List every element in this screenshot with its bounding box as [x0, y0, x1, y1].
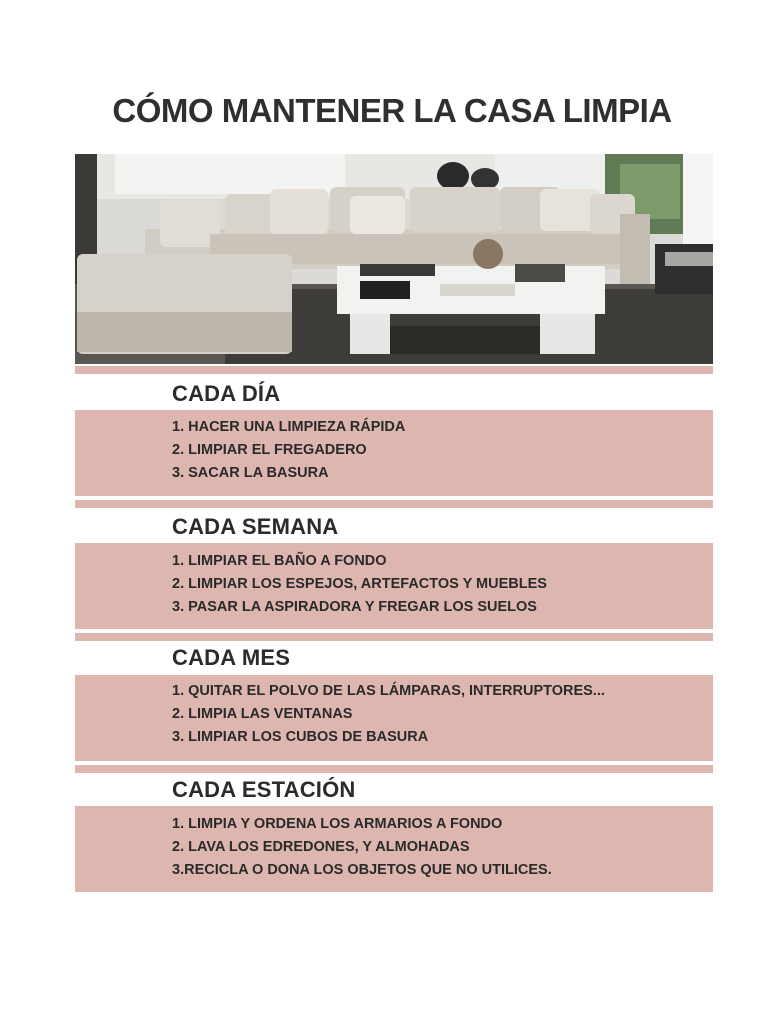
page-title: CÓMO MANTENER LA CASA LIMPIA	[112, 92, 672, 129]
task-item: 1. LIMPIAR EL BAÑO A FONDO	[172, 553, 387, 569]
task-item: 2. LAVA LOS EDREDONES, Y ALMOHADAS	[172, 839, 470, 855]
task-item: 1. LIMPIA Y ORDENA LOS ARMARIOS A FONDO	[172, 816, 503, 832]
task-item: 3. PASAR LA ASPIRADORA Y FREGAR LOS SUELOS	[172, 599, 537, 615]
divider-band	[75, 366, 713, 374]
task-item: 3. LIMPIAR LOS CUBOS DE BASURA	[172, 729, 429, 745]
section-heading: CADA SEMANA	[172, 514, 339, 539]
section-heading: CADA ESTACIÓN	[172, 777, 356, 802]
task-item: 2. LIMPIAR LOS ESPEJOS, ARTEFACTOS Y MUEBLES	[172, 576, 547, 592]
living-room-photo	[75, 154, 713, 364]
task-item: 3.RECICLA O DONA LOS OBJETOS QUE NO UTILICES.	[172, 862, 552, 878]
section-heading: CADA MES	[172, 645, 291, 670]
task-item: 1. HACER UNA LIMPIEZA RÁPIDA	[172, 419, 406, 435]
divider-band	[75, 765, 713, 773]
divider-band	[75, 500, 713, 508]
task-list	[172, 550, 547, 619]
task-item: 1. QUITAR EL POLVO DE LAS LÁMPARAS, INTERRUPTORES...	[172, 683, 605, 699]
task-item: 3. SACAR LA BASURA	[172, 465, 329, 481]
task-list	[172, 416, 405, 485]
task-item: 2. LIMPIAR EL FREGADERO	[172, 442, 367, 458]
task-list	[172, 680, 605, 749]
section-heading: CADA DÍA	[172, 381, 281, 406]
divider-band	[75, 633, 713, 641]
task-list	[172, 813, 552, 882]
task-item: 2. LIMPIA LAS VENTANAS	[172, 706, 353, 722]
